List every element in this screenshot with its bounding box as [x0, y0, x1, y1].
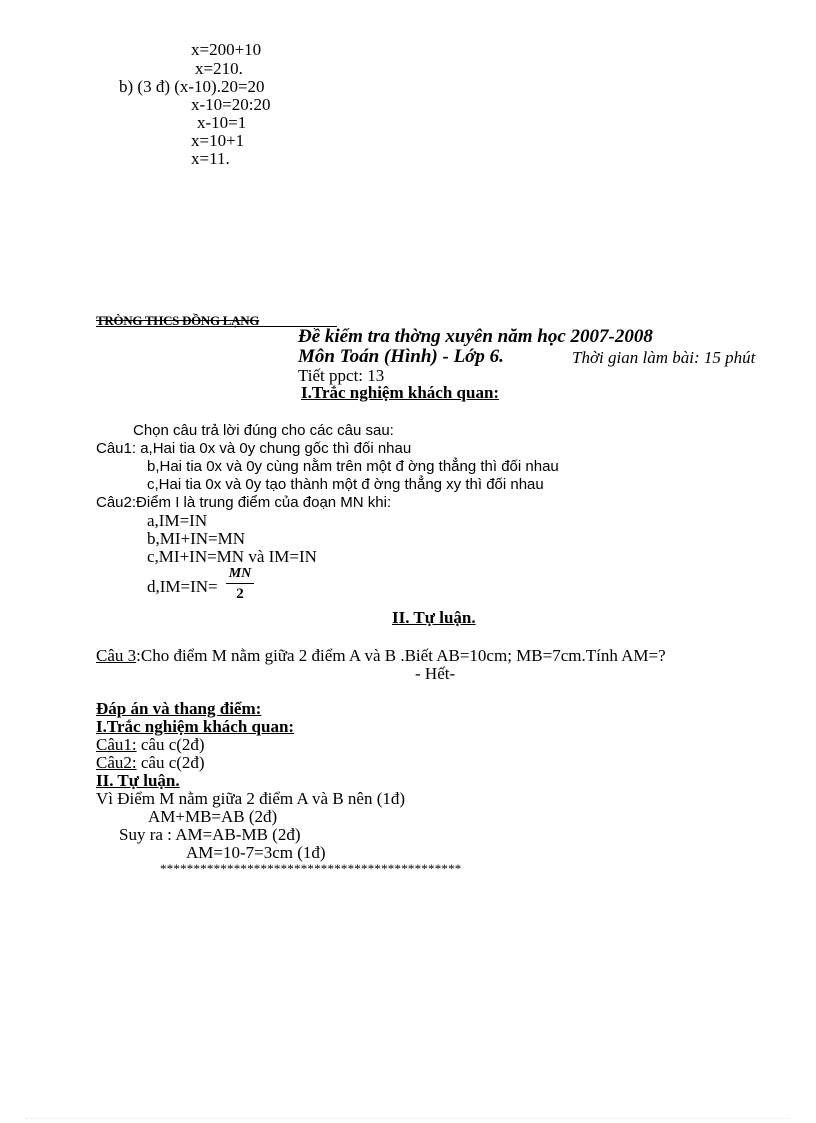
answer-line-3: Suy ra : AM=AB-MB (2đ)	[119, 825, 301, 844]
answer-line-1: Vì Điểm M nằm giữa 2 điểm A và B nên (1đ)	[96, 789, 406, 808]
calc-line-6: x=10+1	[191, 131, 245, 150]
calc-line-1: x=200+10	[191, 40, 262, 59]
question-1-option-c: c,Hai tia 0x và 0y tạo thành một đ ờng thẳng xy thì đối nhau	[147, 476, 544, 493]
calc-line-2: x=210.	[195, 59, 243, 78]
exam-time: Thời gian làm bài: 15 phút	[572, 348, 756, 367]
fraction-bar	[226, 583, 254, 584]
answer-part2-heading: II. Tự luận.	[96, 771, 180, 790]
page-bottom-divider	[26, 1118, 790, 1119]
question-2-option-c: c,MI+IN=MN và IM=IN	[147, 547, 317, 566]
school-name: TRÒNG THCS ĐỒNG LẠNG	[96, 313, 260, 328]
fraction-denominator: 2	[236, 586, 244, 602]
part2-heading: II. Tự luận.	[392, 608, 476, 627]
question-2-option-a: a,IM=IN	[147, 511, 208, 530]
answer-question-2-label: Câu2:	[96, 753, 137, 772]
fraction-numerator: MN	[228, 566, 252, 581]
question-1-option-a: Câu1: a,Hai tia 0x và 0y chung gốc thì đối nhau	[96, 440, 412, 457]
fraction-mn-over-2	[226, 566, 254, 602]
period-number: Tiết ppct: 13	[298, 366, 385, 385]
answer-question-1	[96, 736, 205, 754]
end-stars: *********************************************	[160, 861, 462, 876]
question-3-text: :Cho điểm M nằm giữa 2 điểm A và B .Biết AB=10cm; MB=7cm.Tính AM=?	[136, 646, 666, 665]
question-2-option-b: b,MI+IN=MN	[147, 529, 246, 548]
question-3-label: Câu 3	[96, 646, 137, 665]
question-2-option-d: d,IM=IN=	[147, 577, 218, 596]
question-1-option-b: b,Hai tia 0x và 0y cùng nằm trên một đ ờng thẳng thì đối nhau	[147, 458, 559, 475]
calc-line-4: x-10=20:20	[191, 95, 271, 114]
answer-part1-heading: I.Trắc nghiệm khách quan:	[96, 717, 295, 736]
answer-line-2: AM+MB=AB (2đ)	[148, 807, 278, 826]
answer-question-2-text: câu c(2đ)	[136, 753, 205, 772]
question-3	[96, 647, 666, 665]
answer-question-1-label: Câu1:	[96, 735, 137, 754]
end-mark: - Hết-	[415, 664, 456, 683]
part1-heading: I.Trắc nghiệm khách quan:	[301, 383, 500, 402]
question-2: Câu2:Điểm I là trung điểm của đoạn MN khi:	[96, 494, 392, 511]
answer-question-2	[96, 754, 205, 772]
exam-subject: Môn Toán (Hình) - Lớp 6.	[298, 346, 504, 367]
answer-line-4: AM=10-7=3cm (1đ)	[186, 843, 326, 862]
calc-line-7: x=11.	[191, 149, 230, 168]
calc-line-5: x-10=1	[197, 113, 247, 132]
instructions: Chọn câu trả lời đúng cho các câu sau:	[133, 422, 394, 439]
answer-key-heading: Đáp án và thang điểm:	[96, 699, 262, 718]
exam-title: Đề kiểm tra thờng xuyên năm học 2007-2008	[298, 326, 653, 347]
calc-line-3: b) (3 đ) (x-10).20=20	[119, 77, 265, 96]
answer-question-1-text: câu c(2đ)	[136, 735, 205, 754]
